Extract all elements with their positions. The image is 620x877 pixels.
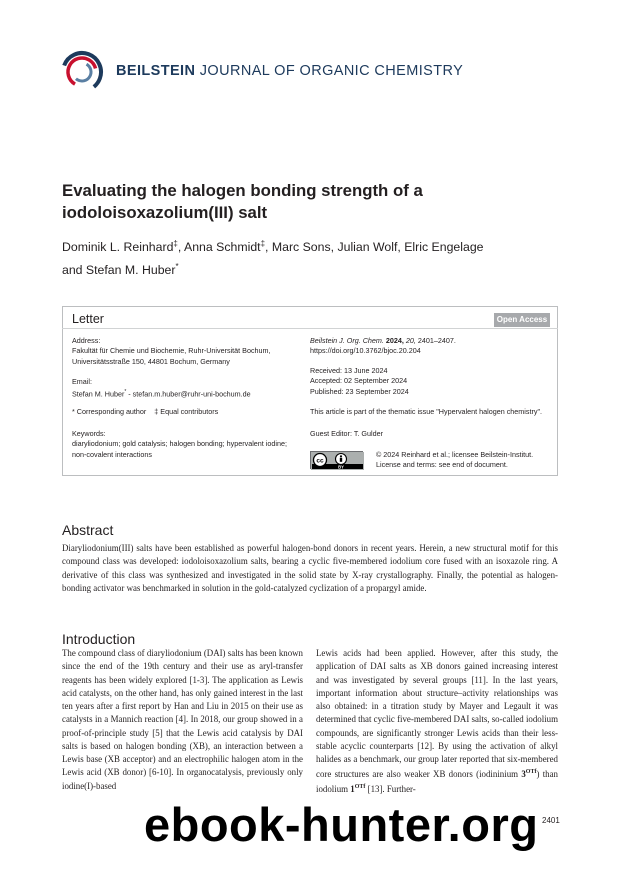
keywords-label: Keywords: <box>72 429 106 438</box>
page-number: 2401 <box>542 816 560 825</box>
journal-name-bold: BEILSTEIN <box>116 63 196 79</box>
keywords-line: diaryliodonium; gold catalysis; halogen bonding; hypervalent iodine; <box>72 439 287 449</box>
compound-label: 1 <box>350 784 355 795</box>
address-block <box>72 336 297 367</box>
cc-by-graphic <box>311 452 364 470</box>
citation-block <box>310 336 555 357</box>
abstract-heading: Abstract <box>62 522 114 538</box>
guest-editor: Guest Editor: T. Gulder <box>310 429 383 438</box>
address-line: Fakultät für Chemie und Biochemie, Ruhr-Universität Bochum, <box>72 346 271 356</box>
compound-label: 3 <box>521 769 526 780</box>
article-type: Letter <box>72 312 104 326</box>
author-name: and Stefan M. Huber <box>62 263 176 278</box>
compound-suffix: OTf <box>525 769 537 776</box>
received-date: Received: 13 June 2024 <box>310 366 388 375</box>
intro-text: Lewis acids had been applied. However, after this study, the application of DAI salts as XB donors gained increasing interest and was investigated by several groups [11]. In the last years, important information about structure–activity relationships was also obtained: in a titration study by Mayer and Legault it was determined that cyclic five-membered DAI salts, so-called iodolium compounds, are significantly stronger Lewis acids than their less-stable acyclic counterparts [12]. By using the activation of alkyl halides as a benchmark, our group later reported that six-membered core structures are also weaker XB donors (iodininium <box>316 648 559 780</box>
introduction-left-column: The compound class of diaryliodonium (DAI) salts has been known since the end of the 19th century and their use as aryl-transfer reagents has been widely explored [1-3]. The application as Lewis acid catalysts, on the other hand, has only gained interest in the last ten years after a first report by Han and Liu in 2015 on their use as catalysts in a Mannich reaction [4]. In 2018, our group showed in a proof-of-principle study [5] that the Lewis acid catalysis by DAI salts is based on halogen bonding (XB), an interaction between a Lewis base (XB acceptor) and an electrophilic halogen atom in the Lewis acid (XB donor) [6-10]. In organocatalysis, previously only iodine(I)-based <box>62 648 303 791</box>
intro-text: [13]. Further- <box>365 784 416 795</box>
email-block <box>72 377 297 400</box>
license-block <box>376 450 556 471</box>
abstract-text: Diaryliodonium(III) salts have been established as powerful halogen-bond donors in recent years. Herein, a new structural motif for this compound class was developed: iodoloisoxazolium salts, bearing a cyclic five-membered iodolium core fused with an isoxazole ring. A derivative of this class was synthesized and investigated in the solid state by X-ray crystallography. Finally, the potential as halogen-bonding activator was benchmarked in solution in the gold-catalyzed cyclization of a propargyl amide. <box>62 543 558 593</box>
intro-text: ) than iodolium <box>316 769 558 795</box>
compound-suffix: OTf <box>354 784 366 791</box>
author-name: Dominik L. Reinhard <box>62 240 174 255</box>
license-line: License and terms: see end of document. <box>376 460 508 470</box>
watermark: ebook-hunter.org <box>144 798 539 851</box>
author-name: , Anna Schmidt <box>177 240 261 255</box>
author-mark: ‡ <box>173 239 178 248</box>
citation-volume: 20, <box>405 336 416 345</box>
journal-logo-icon <box>60 50 104 94</box>
keywords-line: non-covalent interactions <box>72 449 152 459</box>
author-mark: * <box>175 262 179 272</box>
author-line-2 <box>62 257 532 280</box>
author-name: , Marc Sons, Julian Wolf, Elric Engelage <box>265 240 484 255</box>
journal-name <box>116 63 463 79</box>
doi-link[interactable]: https://doi.org/10.3762/bjoc.20.204 <box>310 346 421 356</box>
email-name: Stefan M. Huber <box>72 389 125 399</box>
dates-block <box>310 366 555 397</box>
citation-year: 2024, <box>385 336 404 345</box>
cc-by-license-icon <box>310 451 363 469</box>
address-line: Universitätsstraße 150, 44801 Bochum, Germany <box>72 356 230 366</box>
keywords-block <box>72 429 297 460</box>
accepted-date: Accepted: 02 September 2024 <box>310 376 408 386</box>
email-line <box>72 387 297 400</box>
cc-label: cc <box>316 457 324 465</box>
citation-line <box>310 336 555 346</box>
email-mark: * <box>124 389 127 396</box>
introduction-right-column <box>316 647 558 797</box>
citation-pages: 2401–2407. <box>415 336 456 345</box>
open-access-badge: Open Access <box>494 313 550 327</box>
email-address[interactable]: - stefan.m.huber@ruhr-uni-bochum.de <box>126 389 251 399</box>
thematic-issue: This article is part of the thematic issue "Hypervalent halogen chemistry". <box>310 407 543 416</box>
published-date: Published: 23 September 2024 <box>310 386 409 396</box>
email-label: Email: <box>72 377 92 386</box>
citation-journal: Beilstein J. Org. Chem. <box>310 336 384 345</box>
journal-name-rest: JOURNAL OF ORGANIC CHEMISTRY <box>199 63 464 79</box>
article-title: Evaluating the halogen bonding strength of a iodoloisoxazolium(III) salt <box>62 181 423 222</box>
introduction-heading: Introduction <box>62 631 136 647</box>
footnote: * Corresponding author ‡ Equal contributors <box>72 407 219 416</box>
author-line-1 <box>62 234 532 257</box>
info-box-divider <box>62 328 558 329</box>
address-label: Address: <box>72 336 101 345</box>
author-list <box>62 234 532 280</box>
author-mark: ‡ <box>260 239 266 248</box>
license-line: © 2024 Reinhard et al.; licensee Beilstein-Institut. <box>376 450 534 459</box>
by-label: BY <box>338 464 344 470</box>
